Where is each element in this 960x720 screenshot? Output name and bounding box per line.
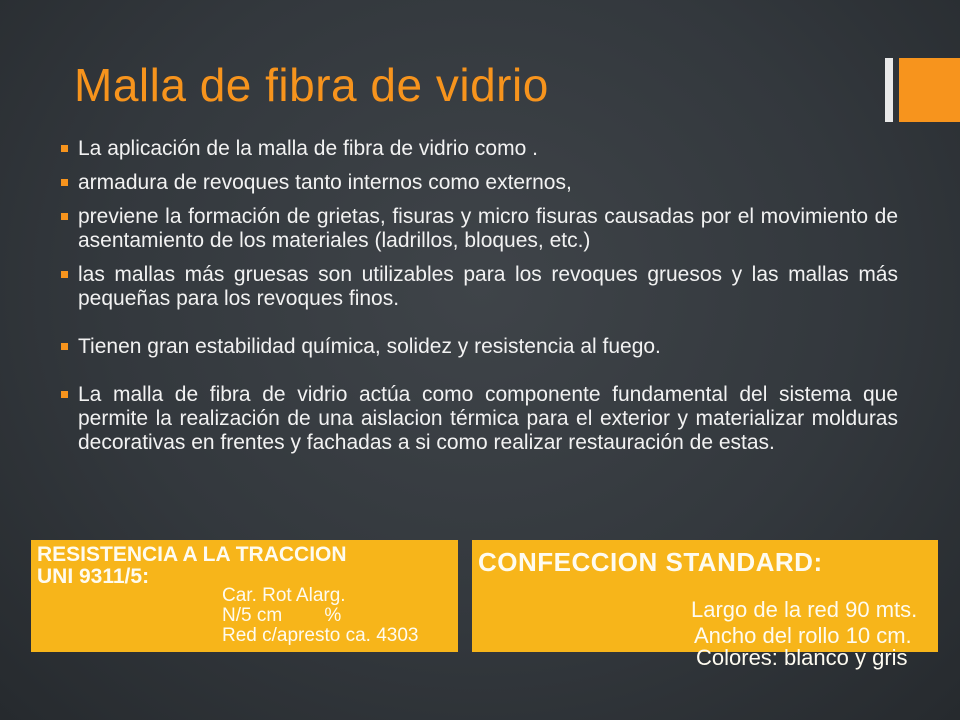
confection-line3: Colores: blanco y gris: [696, 645, 908, 670]
bullet-item: previene la formación de grietas, fisuras y micro fisuras causadas por el movimiento de asentamiento de los materiales (ladrillos, bloques, etc.): [60, 205, 898, 253]
bullet-item: La malla de fibra de vidrio actúa como componente fundamental del sistema que permite la realización de una aislacion térmica para el exterior y materializar molduras decorativas en frentes y fachadas a si como realizar restauración de estas.: [60, 383, 898, 455]
confection-line1: Largo de la red 90 mts.: [691, 597, 918, 622]
traction-line1: Car. Rot Alarg.: [222, 585, 346, 606]
accent-bar-thick: [899, 58, 960, 122]
bullet-list: [60, 137, 898, 465]
traction-resistance-image: [31, 540, 458, 652]
bullet-item: las mallas más gruesas son utilizables para los revoques gruesos y las mallas más pequeñas para los revoques finos.: [60, 263, 898, 311]
bullet-item: La aplicación de la malla de fibra de vidrio como .: [60, 137, 898, 161]
bullet-item: Tienen gran estabilidad química, solidez y resistencia al fuego.: [60, 335, 898, 359]
traction-line3: Red c/apresto ca. 4303: [222, 625, 419, 646]
slide-title: Malla de fibra de vidrio: [74, 59, 549, 111]
traction-line2: N/5 cm %: [222, 605, 342, 626]
accent-bar-thin: [885, 58, 893, 122]
confection-heading: CONFECCION STANDARD:: [478, 547, 823, 577]
bullet-item: armadura de revoques tanto internos como externos,: [60, 171, 898, 195]
traction-heading-line2: UNI 9311/5:: [37, 565, 150, 588]
confection-line2: Ancho del rollo 10 cm.: [694, 623, 912, 648]
traction-heading: [37, 544, 347, 588]
standard-confection-image: [472, 540, 938, 670]
traction-heading-line1: RESISTENCIA A LA TRACCION: [37, 543, 347, 566]
